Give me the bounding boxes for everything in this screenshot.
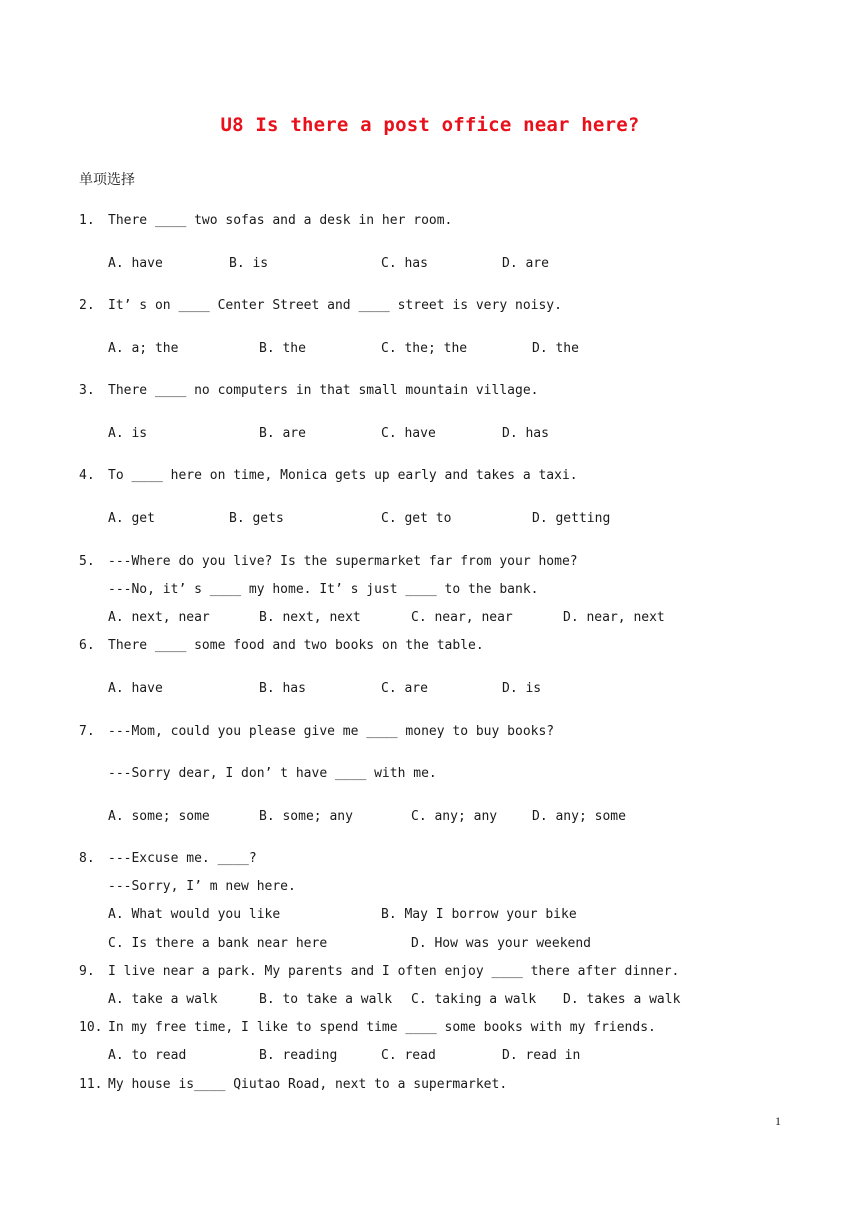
question-stem: ---Mom, could you please give me ____ money to buy books? xyxy=(108,724,555,739)
question-number: 7. xyxy=(79,724,95,739)
option-d: D. any; some xyxy=(532,809,626,824)
option-a: A. next, near xyxy=(108,610,210,625)
option-c: C. any; any xyxy=(411,809,498,824)
question-stem: I live near a park. My parents and I often enjoy ____ there after dinner. xyxy=(108,964,680,979)
option-b: B. May I borrow your bike xyxy=(381,907,577,922)
option-c: C. have xyxy=(381,426,436,441)
question-number: 1. xyxy=(79,213,95,228)
option-b: B. next, next xyxy=(259,610,361,625)
question-stem: ---No, it’ s ____ my home. It’ s just ____ to the bank. xyxy=(108,582,539,597)
option-b: B. is xyxy=(229,256,269,271)
option-a: A. a; the xyxy=(108,341,179,356)
option-d: D. takes a walk xyxy=(563,992,681,1007)
question-number: 9. xyxy=(79,964,95,979)
option-a: A. have xyxy=(108,256,163,271)
question-stem: It’ s on ____ Center Street and ____ street is very noisy. xyxy=(108,298,562,313)
option-a: A. some; some xyxy=(108,809,210,824)
question-stem: In my free time, I like to spend time ____ some books with my friends. xyxy=(108,1020,656,1035)
option-c: C. the; the xyxy=(381,341,468,356)
question-number: 5. xyxy=(79,554,95,569)
question-stem: There ____ two sofas and a desk in her room. xyxy=(108,213,453,228)
option-d: D. getting xyxy=(532,511,611,526)
question-stem: There ____ no computers in that small mountain village. xyxy=(108,383,539,398)
option-c: C. read xyxy=(381,1048,436,1063)
page-title: U8 Is there a post office near here? xyxy=(220,114,640,136)
option-a: A. take a walk xyxy=(108,992,218,1007)
option-b: B. reading xyxy=(259,1048,338,1063)
option-b: B. has xyxy=(259,681,306,696)
option-c: C. are xyxy=(381,681,428,696)
option-d: D. read in xyxy=(502,1048,581,1063)
option-a: A. have xyxy=(108,681,163,696)
option-c: C. has xyxy=(381,256,428,271)
option-c: C. taking a walk xyxy=(411,992,537,1007)
section-label: 单项选择 xyxy=(79,172,135,188)
option-c: C. get to xyxy=(381,511,452,526)
option-c: C. near, near xyxy=(411,610,513,625)
option-d: D. the xyxy=(532,341,579,356)
option-a: A. is xyxy=(108,426,148,441)
page-number: 1 xyxy=(775,1114,781,1128)
question-number: 3. xyxy=(79,383,95,398)
question-number: 8. xyxy=(79,851,95,866)
option-b: B. the xyxy=(259,341,306,356)
option-b: B. to take a walk xyxy=(259,992,393,1007)
question-stem: My house is____ Qiutao Road, next to a supermarket. xyxy=(108,1077,508,1092)
option-d: D. is xyxy=(502,681,542,696)
option-b: B. some; any xyxy=(259,809,353,824)
option-d: D. near, next xyxy=(563,610,665,625)
question-number: 11. xyxy=(79,1077,103,1092)
question-number: 4. xyxy=(79,468,95,483)
question-number: 2. xyxy=(79,298,95,313)
question-stem: To ____ here on time, Monica gets up early and takes a taxi. xyxy=(108,468,578,483)
option-a: A. get xyxy=(108,511,155,526)
option-b: B. gets xyxy=(229,511,284,526)
option-d: D. are xyxy=(502,256,549,271)
option-b: B. are xyxy=(259,426,306,441)
question-stem: There ____ some food and two books on the table. xyxy=(108,638,484,653)
option-a: A. to read xyxy=(108,1048,187,1063)
question-stem: ---Where do you live? Is the supermarket far from your home? xyxy=(108,554,578,569)
question-stem: ---Sorry dear, I don’ t have ____ with me. xyxy=(108,766,437,781)
option-d: D. has xyxy=(502,426,549,441)
question-stem: ---Sorry, I’ m new here. xyxy=(108,879,296,894)
option-c: C. Is there a bank near here xyxy=(108,936,328,951)
question-number: 6. xyxy=(79,638,95,653)
option-d: D. How was your weekend xyxy=(411,936,592,951)
option-a: A. What would you like xyxy=(108,907,281,922)
question-stem: ---Excuse me. ____? xyxy=(108,851,257,866)
question-number: 10. xyxy=(79,1020,103,1035)
